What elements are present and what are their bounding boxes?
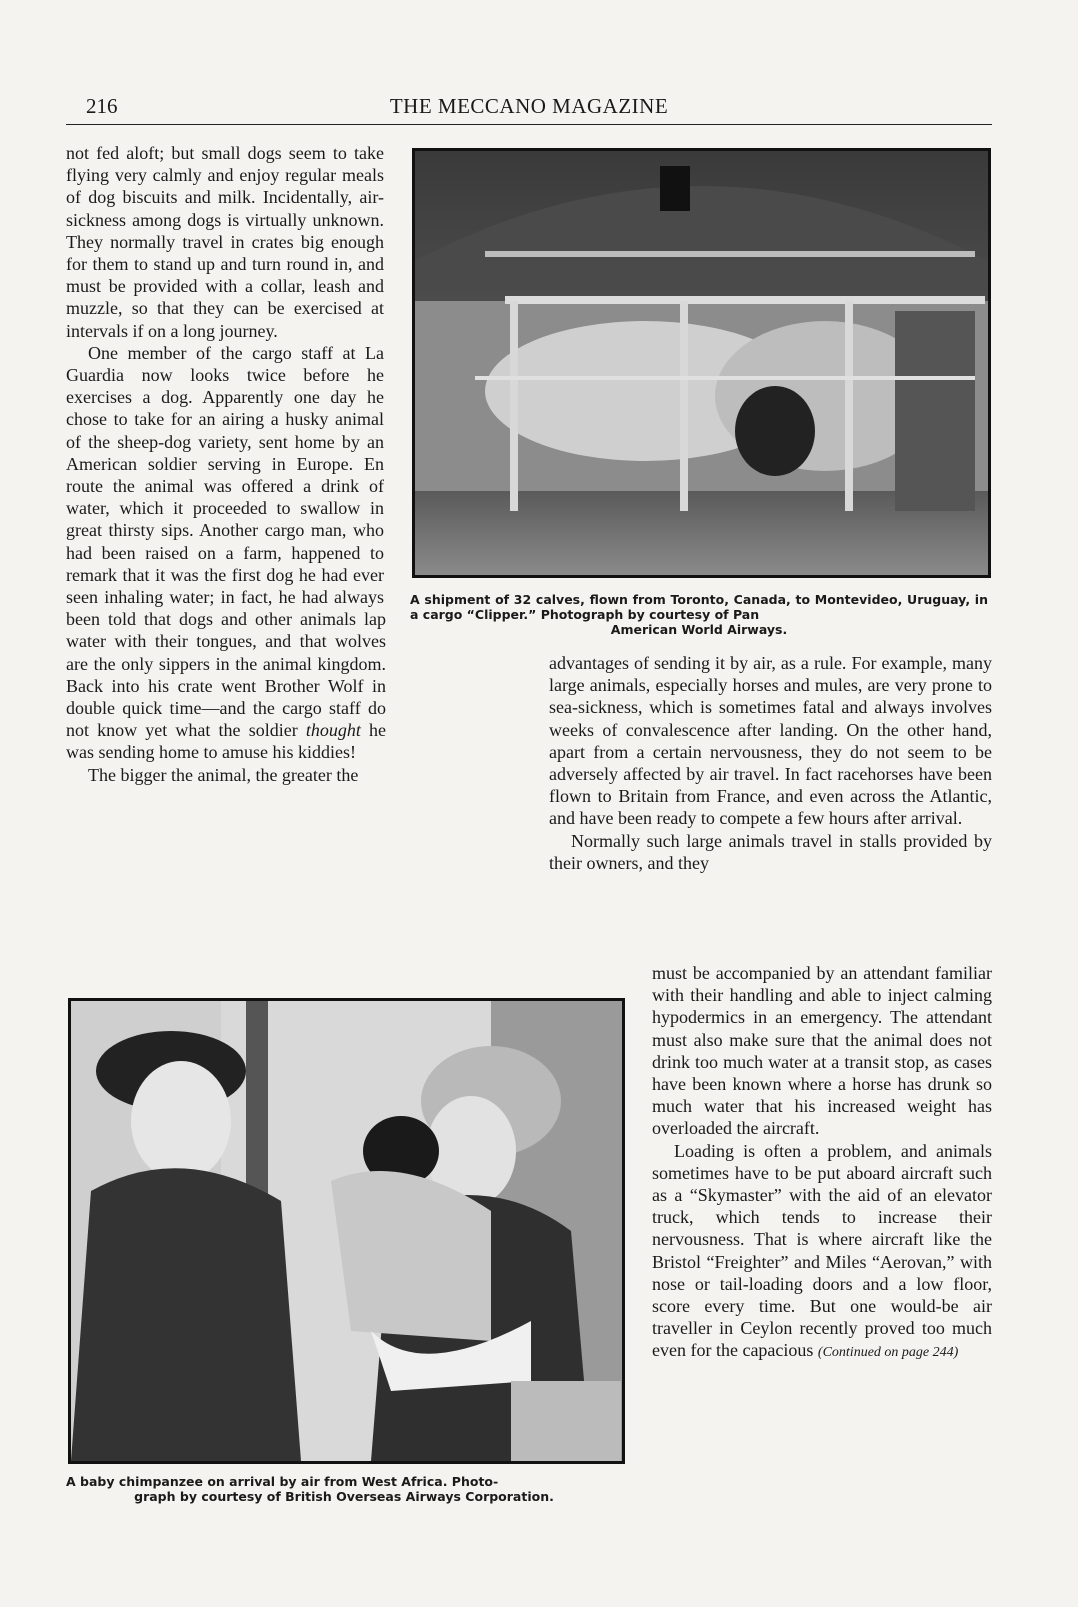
narrow-paragraph-3-text: Loading is often a problem, and animals sometimes have to be put aboard aircraft such as a “Skymaster” with the aid of an elevator truck, which tends to increase their nervousness. That is where aircraft like the Bristol “Freighter” and Miles “Aerovan,” with nose or tail-loading doors and a low floor, score every time. But one would-be air traveller in Ceylon recently proved too much even for the capacious	[652, 1140, 992, 1361]
calves-photo-image	[415, 151, 988, 575]
calves-photo-caption	[410, 592, 988, 637]
chimpanzee-photo-image	[71, 1001, 622, 1461]
chimpanzee-photo	[68, 998, 625, 1464]
calves-caption-main: A shipment of 32 calves, flown from Toronto, Canada, to Montevideo, Uruguay, in a cargo “Clipper.” Photograph by courtesy of Pan	[410, 592, 988, 622]
chimp-caption-main: A baby chimpanzee on arrival by air from West Africa. Photo-	[66, 1474, 499, 1489]
right-paragraph-2: Normally such large animals travel in stalls provided by their owners, and they	[549, 830, 992, 873]
left-paragraph-2-text-a: One member of the cargo staff at La Guardia now looks twice before he exercises a dog. Apparently one day he chose to take for an airing a husky animal of the sheep-dog variety, sent home by an American soldier serving in Europe. En route the animal was offered a drink of water, which it proceeded to swallow in great thirsty sips. Another cargo man, who had been raised on a farm, happened to remark that it was the first dog he had ever seen inhaling water; in fact, he had always been told that dogs and other animals lap water with their tongues, and that wolves are the only sippers in the animal kingdom. Back into his crate went Brother Wolf in double quick time—and the cargo staff do not know yet what the soldier	[66, 342, 386, 741]
chimp-caption-last: graph by courtesy of British Overseas Airways Corporation.	[134, 1489, 554, 1504]
narrow-column	[652, 962, 992, 1365]
calves-photo	[412, 148, 991, 578]
right-column	[549, 652, 992, 874]
left-paragraph-2-emphasis: thought	[305, 720, 361, 741]
page-header	[66, 88, 992, 125]
narrow-paragraph-3	[652, 1140, 992, 1365]
right-paragraph-1: advantages of sending it by air, as a rule. For example, many large animals, especially horses and mules, are very prone to sea-sickness, which is sometimes fatal and always involves weeks of convalescence after landing. On the other hand, apart from a certain nervousness, they do not seem to be adversely affected by air travel. In fact racehorses have been flown to Britain from France, and even across the Atlantic, and have been ready to compete a few hours after arrival.	[549, 653, 992, 829]
magazine-title: THE MECCANO MAGAZINE	[389, 94, 669, 118]
continued-note: (Continued on page 244)	[817, 1345, 959, 1361]
left-paragraph-2	[66, 342, 386, 764]
left-paragraph-2-text-b: he was sending home to amuse his kiddies!	[66, 720, 387, 763]
narrow-paragraph-2: must be accompanied by an attendant familiar with their handling and able to inject calming hypodermics in an emergency. The attendant must also make sure that the animal does not drink too much water at a transit stop, as cases have been known where a horse has drunk so much water that his increased weight has overloaded the aircraft.	[652, 963, 992, 1139]
left-paragraph-1: not fed aloft; but small dogs seem to take flying very calmly and enjoy regular meals of dog biscuits and milk. Incidentally, air-sickness among dogs is virtually unknown. They normally travel in crates big enough for them to stand up and turn round in, and must be provided with a collar, leash and muzzle, so that they can be exercised at intervals if on a long journey.	[66, 143, 384, 341]
left-paragraph-3: The bigger the animal, the greater the	[88, 764, 359, 785]
chimpanzee-photo-caption	[66, 1474, 622, 1504]
calves-caption-last: American World Airways.	[610, 622, 788, 637]
page-number: 216	[86, 94, 118, 118]
